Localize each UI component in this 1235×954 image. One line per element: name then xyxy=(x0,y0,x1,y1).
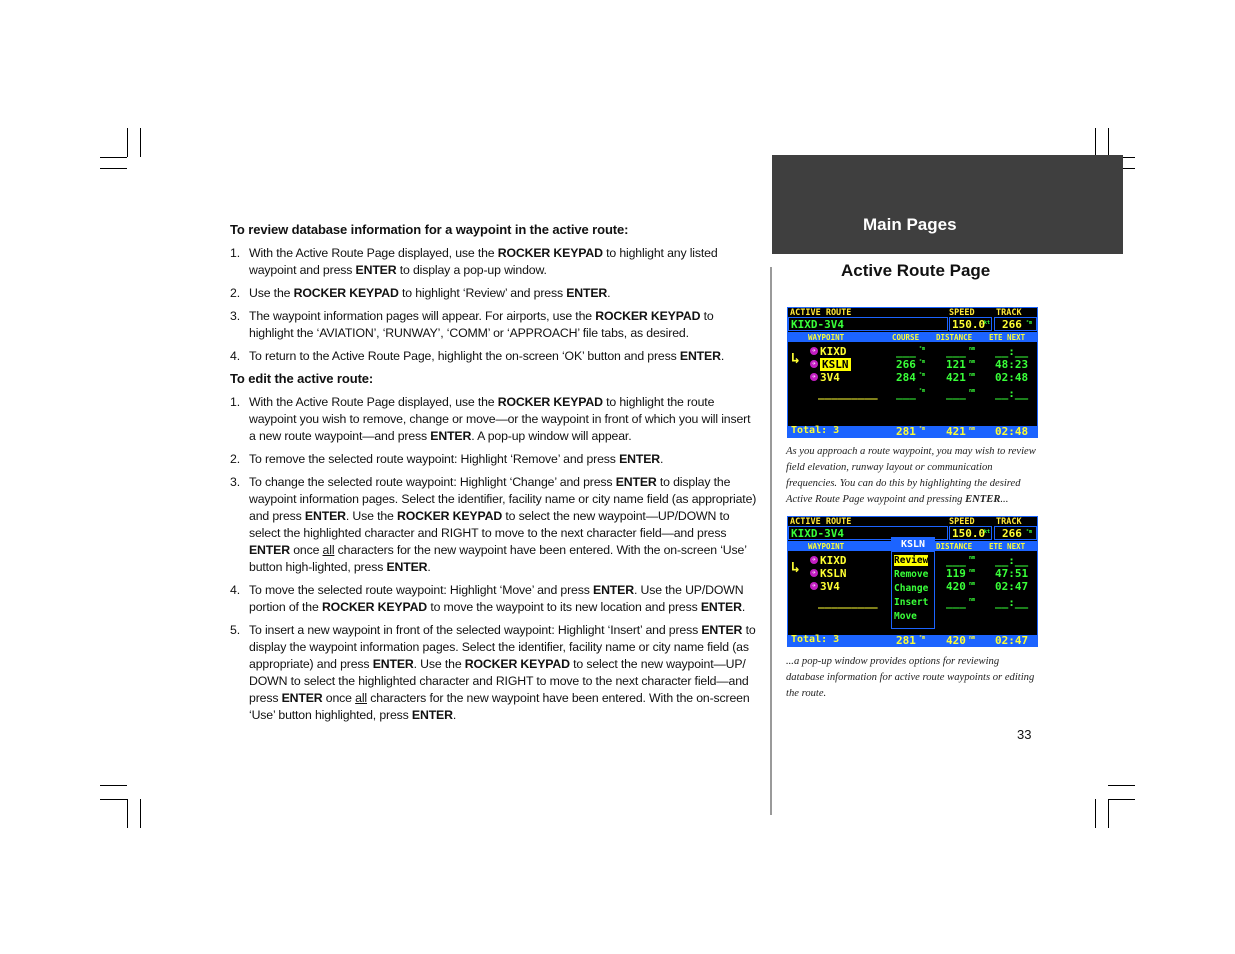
step-number: 2. xyxy=(230,452,240,466)
distance-value: 119 xyxy=(946,567,966,580)
step-number: 2. xyxy=(230,286,240,300)
edit-steps-list xyxy=(230,394,760,724)
distance-value: ___ xyxy=(946,596,966,609)
total-distance: 421 xyxy=(946,425,966,438)
gps-screen-active-route xyxy=(787,307,1038,438)
section-title: Main Pages xyxy=(863,215,957,234)
waypoint-id: 3V4 xyxy=(820,580,840,593)
distance-unit: nm xyxy=(969,597,976,603)
total-ete: 02:48 xyxy=(995,425,1029,438)
track-value: 266 xyxy=(1002,527,1022,540)
ete-value: 02:48 xyxy=(995,371,1029,384)
column-header-bar xyxy=(788,332,1037,342)
crop-mark xyxy=(100,168,127,169)
route-name: KIXD-3V4 xyxy=(791,527,844,540)
popup-item-remove[interactable]: Remove xyxy=(894,569,929,580)
edit-step-3: 3. To change the selected route waypoint: Highlight ‘Change’ and press ENTER to display the waypoint information pages. Select the identifier, facility name or city name field (as appropriate) and press ENTER. Use the ROCKER KEYPAD to select the new waypoint—UP/DOWN to select the highlighted character and RIGHT to move to the next character field—and press ENTER once all characters for the new waypoint have been entered. With the on-screen ‘Use’ button high-lighted, press ENTER. xyxy=(230,475,757,574)
speed-value: 150.0 xyxy=(952,318,986,331)
crop-mark xyxy=(140,799,141,828)
distance-unit: nm xyxy=(969,346,976,352)
course-value: ___ xyxy=(896,387,916,400)
distance-unit: nm xyxy=(969,372,976,378)
waypoint-id: KSLN xyxy=(822,358,849,371)
distance-unit: nm xyxy=(969,359,976,365)
speed-value: 150.0 xyxy=(952,527,986,540)
ete-value: 48:23 xyxy=(995,358,1029,371)
col-course: COURSE xyxy=(892,333,920,342)
gps-screen-active-route-popup xyxy=(787,516,1038,647)
step-number: 4. xyxy=(230,583,240,597)
total-distance-unit: nm xyxy=(969,635,976,641)
col-distance: DISTANCE xyxy=(936,333,973,342)
course-unit: °m xyxy=(919,346,926,352)
waypoint-popup-menu xyxy=(891,537,935,629)
instructions-column xyxy=(230,222,760,730)
ete-value: __:__ xyxy=(995,554,1029,567)
hdr-speed: SPEED xyxy=(949,517,975,527)
edit-step-1: 1. With the Active Route Page displayed, use the ROCKER KEYPAD to highlight the route waypoint you wish to remove, change or move—or the waypoint in front of which you will insert a new route waypoint—and press ENTER. A pop-up window will appear. xyxy=(230,395,751,443)
total-course-unit: °m xyxy=(919,635,926,641)
crop-mark xyxy=(127,799,128,828)
page-title: Active Route Page xyxy=(841,261,991,280)
airport-icon: ✈ xyxy=(810,373,818,381)
distance-value: 420 xyxy=(946,580,966,593)
crop-mark xyxy=(127,128,128,157)
heading-review: To review database information for a waypoint in the active route: xyxy=(230,222,629,237)
course-value: ___ xyxy=(896,345,916,358)
page-number: 33 xyxy=(1017,727,1032,742)
total-course: 281 xyxy=(896,425,916,438)
course-unit: °m xyxy=(919,372,926,378)
hdr-track: TRACK xyxy=(996,308,1022,318)
crop-mark xyxy=(1095,799,1096,828)
total-distance: 420 xyxy=(946,634,966,647)
waypoint-id: _________ xyxy=(818,596,878,609)
distance-value: 121 xyxy=(946,358,966,371)
popup-item-insert[interactable]: Insert xyxy=(894,597,929,608)
col-waypoint: WAYPOINT xyxy=(808,333,845,342)
hdr-active-route: ACTIVE ROUTE xyxy=(790,308,852,318)
crop-mark xyxy=(1108,785,1135,786)
track-unit: °m xyxy=(1026,320,1033,326)
waypoint-id: 3V4 xyxy=(820,371,840,384)
distance-unit: nm xyxy=(969,555,976,561)
distance-value: ___ xyxy=(946,387,966,400)
course-unit: °m xyxy=(919,359,926,365)
review-step-3: 3. The waypoint information pages will appear. For airports, use the ROCKER KEYPAD to highlight the ‘AVIATION’, ‘RUNWAY’, ‘COMM’ or ‘APPROACH’ file tabs, as desired. xyxy=(230,309,714,340)
crop-mark xyxy=(1108,128,1109,157)
airport-icon: ✈ xyxy=(810,556,818,564)
review-step-2: 2. Use the ROCKER KEYPAD to highlight ‘Review’ and press ENTER. xyxy=(230,286,611,300)
airport-icon: ✈ xyxy=(810,347,818,355)
distance-unit: nm xyxy=(969,568,976,574)
review-step-1: 1. With the Active Route Page displayed, use the ROCKER KEYPAD to highlight any listed waypoint and press ENTER to display a pop-up window. xyxy=(230,246,718,277)
crop-mark xyxy=(140,128,141,157)
crop-mark xyxy=(100,157,127,158)
hdr-track: TRACK xyxy=(996,517,1022,527)
total-label: Total: 3 xyxy=(791,425,840,436)
step-number: 5. xyxy=(230,623,240,637)
airport-icon: ✈ xyxy=(810,360,818,368)
popup-item-review[interactable]: Review xyxy=(894,555,929,566)
waypoint-id: KIXD xyxy=(820,345,847,358)
speed-unit: kt xyxy=(984,320,991,326)
total-distance-unit: nm xyxy=(969,426,976,432)
crop-mark xyxy=(100,799,127,800)
step-number: 4. xyxy=(230,349,240,363)
ete-value: 02:47 xyxy=(995,580,1029,593)
ete-value: __:__ xyxy=(995,345,1029,358)
total-label: Total: 3 xyxy=(791,634,840,645)
total-course-unit: °m xyxy=(919,426,926,432)
edit-step-4: 4. To move the selected route waypoint: Highlight ‘Move’ and press ENTER. Use the UP/DOWN portion of the ROCKER KEYPAD to move the waypoint to its new location and press ENTER. xyxy=(230,583,746,614)
crop-mark xyxy=(1108,799,1109,828)
crop-mark xyxy=(1095,128,1096,157)
step-number: 3. xyxy=(230,309,240,323)
review-steps-list xyxy=(230,245,760,365)
hdr-speed: SPEED xyxy=(949,308,975,318)
active-leg-arrow-icon: ↳ xyxy=(791,349,801,367)
waypoint-id: KSLN xyxy=(820,567,847,580)
caption-screen-2: ...a pop-up window provides options for reviewing database information for active route waypoints or editing the route. xyxy=(786,656,1035,699)
airport-icon: ✈ xyxy=(810,569,818,577)
crop-mark xyxy=(1108,799,1135,800)
distance-value: ___ xyxy=(946,345,966,358)
popup-title: KSLN xyxy=(892,538,934,552)
step-number: 1. xyxy=(230,246,240,260)
col-ete: ETE NEXT xyxy=(989,542,1026,551)
edit-step-5: 5. To insert a new waypoint in front of the selected waypoint: Highlight ‘Insert’ and press ENTER to display the waypoint information pages. Select the identifier, facility name or city name field (as appropriate) and press ENTER. Use the ROCKER KEYPAD to select the new waypoint—UP/ DOWN to select the highlighted character and RIGHT to move to the next character field—and press ENTER once all characters for the new waypoint have been entered. With the on-screen ‘Use’ button highlighted, press ENTER. xyxy=(230,623,756,722)
waypoint-id: _________ xyxy=(818,387,878,400)
review-step-4: 4. To return to the Active Route Page, highlight the on-screen ‘OK’ button and press ENTER. xyxy=(230,349,725,363)
ete-value: __:__ xyxy=(995,596,1029,609)
popup-item-move[interactable]: Move xyxy=(894,611,917,622)
caption-screen-1: As you approach a route waypoint, you may wish to review field elevation, runway layout or communication frequencies. You can do this by highlighting the desired Active Route Page waypoint and pressing ENTER... xyxy=(786,446,1036,505)
step-number: 1. xyxy=(230,395,240,409)
edit-step-2: 2. To remove the selected route waypoint: Highlight ‘Remove’ and press ENTER. xyxy=(230,452,664,466)
track-unit: °m xyxy=(1026,529,1033,535)
active-leg-arrow-icon: ↳ xyxy=(791,558,801,576)
ete-value: 47:51 xyxy=(995,567,1029,580)
col-distance: DISTANCE xyxy=(936,542,973,551)
hdr-active-route: ACTIVE ROUTE xyxy=(790,517,852,527)
speed-unit: kt xyxy=(984,529,991,535)
distance-unit: nm xyxy=(969,388,976,394)
total-ete: 02:47 xyxy=(995,634,1029,647)
col-ete: ETE NEXT xyxy=(989,333,1026,342)
distance-value: 421 xyxy=(946,371,966,384)
airport-icon: ✈ xyxy=(810,582,818,590)
popup-item-change[interactable]: Change xyxy=(894,583,929,594)
course-value: 266 xyxy=(896,358,916,371)
course-value: 284 xyxy=(896,371,916,384)
ete-value: __:__ xyxy=(995,387,1029,400)
distance-value: ___ xyxy=(946,554,966,567)
course-unit: °m xyxy=(919,388,926,394)
col-waypoint: WAYPOINT xyxy=(808,542,845,551)
distance-unit: nm xyxy=(969,581,976,587)
crop-mark xyxy=(100,785,127,786)
route-name: KIXD-3V4 xyxy=(791,318,844,331)
heading-edit: To edit the active route: xyxy=(230,371,374,386)
track-value: 266 xyxy=(1002,318,1022,331)
total-course: 281 xyxy=(896,634,916,647)
waypoint-id: KIXD xyxy=(820,554,847,567)
step-number: 3. xyxy=(230,475,240,489)
section-header-band xyxy=(772,155,1123,254)
column-divider xyxy=(770,267,772,815)
